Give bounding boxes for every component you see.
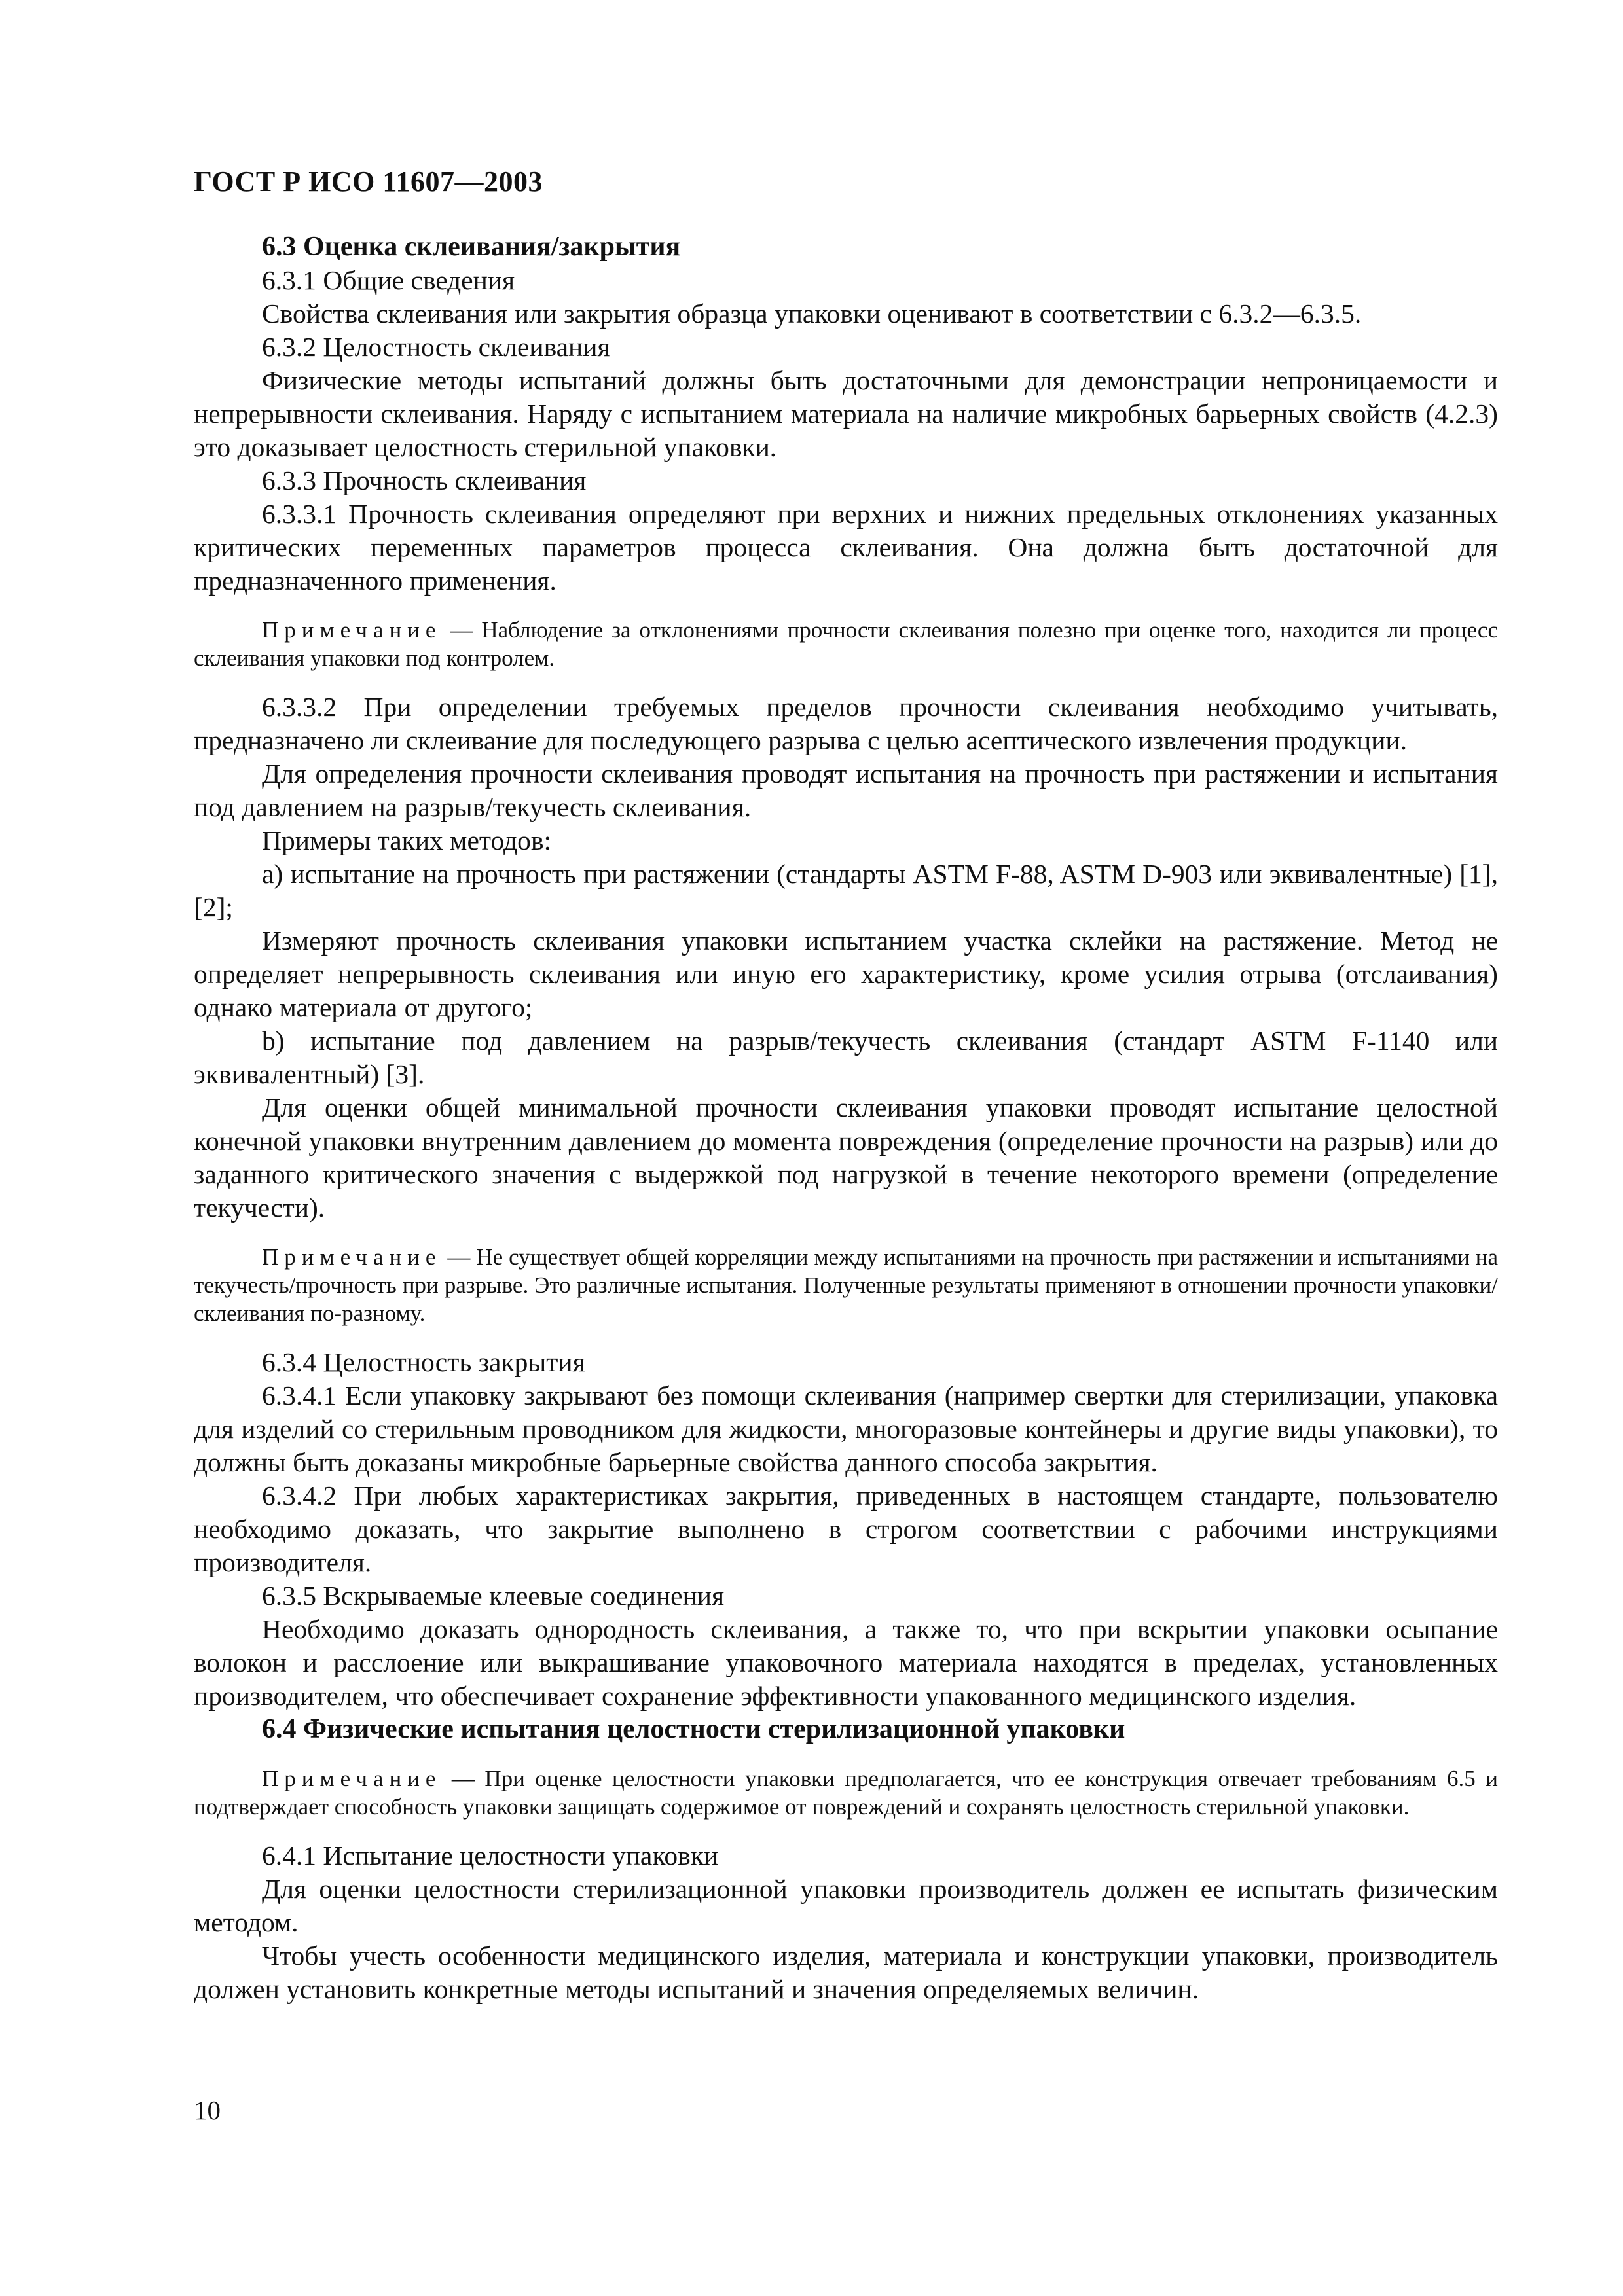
paragraph: Чтобы учесть особенности медицинского изделия, материала и конструкции упаковки, производитель должен установить конкретные методы испытаний и значения определяемых величин. (194, 1941, 1498, 2004)
subsection-title-6-3-1: 6.3.1 Общие сведения (262, 265, 515, 295)
subsection-title-6-3-3: 6.3.3 Прочность склеивания (262, 465, 587, 495)
document-body (194, 230, 1498, 2006)
document-header: ГОСТ Р ИСО 11607—2003 (194, 166, 543, 198)
list-item-a: а) испытание на прочность при растяжении (стандарты ASTM F-88, ASTM D-903 или эквивалентные) [1], [2]; (194, 859, 1498, 922)
paragraph: Для оценки общей минимальной прочности склеивания упаковки проводят испытание целостной конечной упаковки внутренним давлением до момента повреждения (определение прочности на разрыв) или до заданного критического значения с выдержкой под нагрузкой в течение некоторого времени (определение текучести). (194, 1092, 1498, 1223)
note (194, 1765, 1498, 1821)
note-text: — Наблюдение за отклонениями прочности склеивания полезно при оценке того, находится ли процесс склеивания упаковки под контролем. (194, 617, 1498, 671)
paragraph: 6.3.4.2 При любых характеристиках закрытия, приведенных в настоящем стандарте, пользователю необходимо доказать, что закрытие выполнено в строгом соответствии с рабочими инструкциями производителя. (194, 1480, 1498, 1577)
paragraph: Необходимо доказать однородность склеивания, а также то, что при вскрытии упаковки осыпание волокон и расслоение или выкрашивание упаковочного материала находятся в пределах, установленных производителем, что обеспечивает сохранение эффективности упакованного медицинского изделия. (194, 1614, 1498, 1711)
subsection-title-6-3-5: 6.3.5 Вскрываемые клеевые соединения (262, 1581, 725, 1611)
note-text: — Не существует общей корреляции между испытаниями на прочность при растяжении и испытаниями на текучесть/прочность при разрыве. Это различные испытания. Полученные результаты применяют в отношении прочности упаковки/склеивания по-разному. (194, 1244, 1498, 1326)
paragraph: Для определения прочности склеивания проводят испытания на прочность при растяжении и испытания под давлением на разрыв/текучесть склеивания. (194, 759, 1498, 822)
subsection-title-6-3-2: 6.3.2 Целостность склеивания (262, 332, 610, 362)
section-heading-6-4: 6.4 Физические испытания целостности стерилизационной упаковки (262, 1714, 1125, 1744)
paragraph: 6.3.3.1 Прочность склеивания определяют при верхних и нижних предельных отклонениях указанных критических переменных параметров процесса склеивания. Она должна быть достаточной для предназначенного применения. (194, 499, 1498, 596)
paragraph: 6.3.3.2 При определении требуемых пределов прочности склеивания необходимо учитывать, предназначено ли склеивание для последующего разрыва с целью асептического извлечения продукции. (194, 692, 1498, 755)
section-heading-6-3: 6.3 Оценка склеивания/закрытия (262, 232, 681, 262)
note-label: Примечание (262, 617, 442, 643)
note (194, 1243, 1498, 1327)
list-item-b: b) испытание под давлением на разрыв/текучесть склеивания (стандарт ASTM F-1140 или эквивалентный) [3]. (194, 1026, 1498, 1089)
note-label: Примечание (262, 1244, 442, 1270)
paragraph: Для оценки целостности стерилизационной упаковки производитель должен ее испытать физическим методом. (194, 1874, 1498, 1937)
page-number: 10 (194, 2095, 221, 2125)
paragraph: Свойства склеивания или закрытия образца упаковки оценивают в соответствии с 6.3.2—6.3.5. (262, 298, 1362, 329)
note-label: Примечание (262, 1766, 442, 1791)
paragraph: Физические методы испытаний должны быть достаточными для демонстрации непроницаемости и непрерывности склеивания. Наряду с испытанием материала на наличие микробных барьерных свойств (4.2.3) это доказывает целостность стерильной упаковки. (194, 365, 1498, 462)
paragraph: Измеряют прочность склеивания упаковки испытанием участка склейки на растяжение. Метод не определяет непрерывность склеивания или иную его характеристику, кроме усилия отрыва (отслаивания) однако материала от другого; (194, 925, 1498, 1022)
paragraph: Примеры таких методов: (262, 825, 551, 855)
note (194, 616, 1498, 672)
note-text: — При оценке целостности упаковки предполагается, что ее конструкция отвечает требованиям 6.5 и подтверждает способность упаковки защищать содержимое от повреждений и сохранять целостность стерильной упаковки. (194, 1766, 1498, 1820)
subsection-title-6-4-1: 6.4.1 Испытание целостности упаковки (262, 1840, 719, 1871)
paragraph: 6.3.4.1 Если упаковку закрывают без помощи склеивания (например свертки для стерилизации, упаковка для изделий со стерильным проводником для жидкости, многоразовые контейнеры и другие виды упаковки), то должны быть доказаны микробные барьерные свойства данного способа закрытия. (194, 1380, 1498, 1477)
subsection-title-6-3-4: 6.3.4 Целостность закрытия (262, 1347, 585, 1377)
